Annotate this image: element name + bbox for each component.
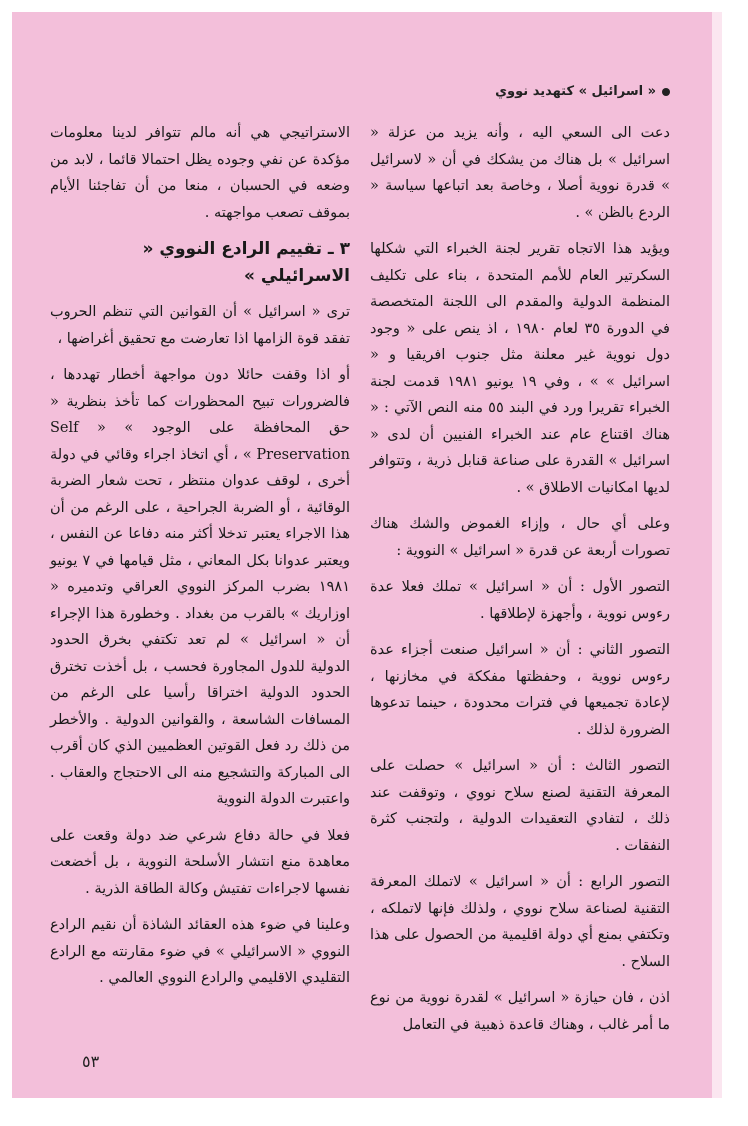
page — [12, 12, 722, 1098]
paragraph: التصور الثاني : أن « اسرائيل صنعت أجزاء عدة رءوس نووية ، وحفظتها مفككة في مخازنها ، لإعادة تجميعها في فترات محدودة ، حينما تدعوها الضرورة لذلك . — [370, 642, 670, 738]
paragraph: وعلينا في ضوء هذه العقائد الشاذة أن نقيم الرادع النووي « الاسرائيلي » في ضوء مقارنته مع الرادع التقليدي الاقليمي والرادع النووي العالمي . — [50, 917, 350, 986]
left-column — [50, 120, 350, 1002]
header-title: « اسرائيل » كتهديد نووي — [495, 84, 656, 99]
right-column — [370, 120, 670, 1048]
paragraph: دعت الى السعي اليه ، وأنه يزيد من عزلة « اسرائيل » بل هناك من يشكك في أن « لاسرائيل » قدرة نووية أصلا ، وخاصة بعد اتباعها سياسة « الردع بالظن » . — [370, 125, 670, 221]
paragraph: فعلا في حالة دفاع شرعي ضد دولة وقعت على معاهدة منع انتشار الأسلحة النووية ، بل أخضعت نفسها لاجراءات تفتيش وكالة الطاقة الذرية . — [50, 827, 350, 897]
paragraph: الاستراتيجي هي أنه مالم تتوافر لدينا معلومات مؤكدة عن نفي وجوده يظل احتمالا قائما ، لابد من وضعه في الحسبان ، منعا من أن تفاجئنا الأيام بموقف تصعب مواجهته . — [50, 125, 350, 221]
paragraph: وعلى أي حال ، وإزاء الغموض والشك هناك تصورات أربعة عن قدرة « اسرائيل » النووية : — [370, 516, 670, 559]
paragraph: اذن ، فان حيازة « اسرائيل » لقدرة نووية من نوع ما أمر غالب ، وهناك قاعدة ذهبية في التعامل — [370, 990, 670, 1033]
paragraph: ترى « اسرائيل » أن القوانين التي تنظم الحروب تفقد قوة الزامها اذا تعارضت مع تحقيق أغراضها ، — [50, 304, 350, 347]
page-number: ٥٣ — [82, 1052, 100, 1071]
paragraph: أو اذا وقفت حائلا دون مواجهة أخطار تهددها ، فالضرورات تبيح المحظورات كما تأخذ بنظرية « حق المحافظة على الوجود » « Self Preservation » ، أي اتخاذ اجراء وقائي في دولة أخرى ، لوقف عدوان منتظر ، تحت شعار الضربة الوقائية ، أو الضربة الجراحية ، على الرغم من أن هذا الاجراء يعتبر تدخلا أكثر منه دفاعا عن النفس ، ويعتبر عدوانا بكل المعاني ، مثل قيامها في ٧ يونيو ١٩٨١ بضرب المركز النووي العراقي وتدميره « اوزاريك » بالقرب من بغداد . وخطورة هذا الإجراء أن « اسرائيل » لم تعد تكتفي بخرق الحدود الدولية للدول المجاورة فحسب ، بل أخذت تخترق الحدود الدولية اختراقا رأسيا على الرغم من المسافات الشاسعة ، والقوانين الدولية . والأخطر من ذلك رد فعل القوتين العظميين الذي كان أقرب الى المباركة والتشجيع منه الى الاحتجاج والعقاب . واعتبرت الدولة النووية — [50, 367, 350, 807]
paragraph: التصور الأول : أن « اسرائيل » تملك فعلا عدة رءوس نووية ، وأجهزة لإطلاقها . — [370, 579, 670, 622]
paragraph: التصور الثالث : أن « اسرائيل » حصلت على المعرفة التقنية لصنع سلاح نووي ، وتوقفت عند ذلك ، لتفادي التعقيدات الدولية ، ولتجنب كثرة النفقات . — [370, 758, 670, 854]
section-heading: ٣ ـ تقييم الرادع النووي « الاسرائيلي » — [142, 239, 350, 286]
paragraph: ويؤيد هذا الاتجاه تقرير لجنة الخبراء التي شكلها السكرتير العام للأمم المتحدة ، بناء على تكليف المنظمة الدولية والمقدم الى اللجنة المتخصصة في الدورة ٣٥ لعام ١٩٨٠ ، اذ ينص على « وجود دول نووية غير معلنة مثل جنوب افريقيا و « اسرائيل » » ، وفي ١٩ يونيو ١٩٨١ قدمت لجنة الخبراء تقريرا ورد في البند ٥٥ منه النص الآتي : « هناك اقتناع عام عند الخبراء الفنيين أن لدى « اسرائيل » القدرة على صناعة قنابل ذرية ، وتتوافر لديها امكانيات الاطلاق » . — [370, 241, 670, 496]
running-header — [495, 84, 670, 99]
bullet-icon — [662, 88, 670, 96]
paragraph: التصور الرابع : أن « اسرائيل » لاتملك المعرفة التقنية لصناعة سلاح نووي ، ولذلك فإنها لاتملكه ، وتكتفي بمنع أي دولة اقليمية من الحصول على هذا السلاح . — [370, 874, 670, 970]
